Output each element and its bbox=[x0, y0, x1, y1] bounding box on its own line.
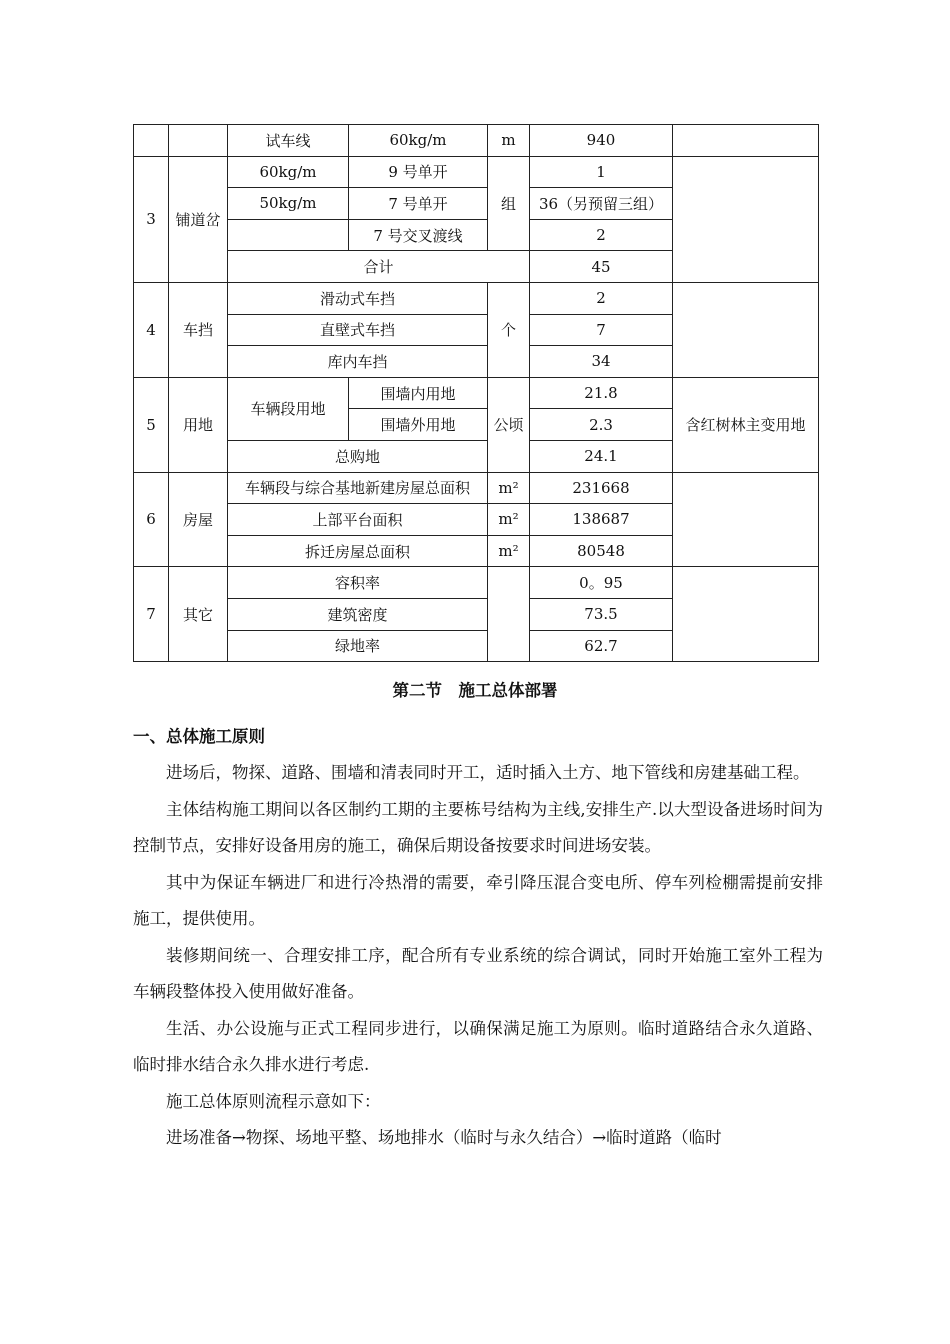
table-row bbox=[134, 125, 819, 157]
table-row bbox=[134, 377, 819, 409]
paragraph: 进场准备→物探、场地平整、场地排水（临时与永久结合）→临时道路（临时 bbox=[166, 1128, 722, 1147]
table-cell: 组 bbox=[488, 156, 530, 251]
table-cell: 公顷 bbox=[488, 377, 530, 472]
table-cell: 231668 bbox=[530, 472, 673, 504]
table-cell: 6 bbox=[134, 472, 169, 567]
table-cell: 9 号单开 bbox=[349, 156, 488, 188]
table-cell: 车挡 bbox=[169, 282, 228, 377]
table-cell: 2 bbox=[530, 219, 673, 251]
subsection-heading: 一、总体施工原则 bbox=[133, 727, 265, 746]
table-cell: 2.3 bbox=[530, 409, 673, 441]
table-cell: 940 bbox=[530, 125, 673, 157]
table-cell: 80548 bbox=[530, 535, 673, 567]
table-cell: 138687 bbox=[530, 504, 673, 536]
table-cell: 50kg/m bbox=[228, 188, 349, 220]
table-cell: 建筑密度 bbox=[228, 598, 488, 630]
table-cell: 总购地 bbox=[228, 440, 488, 472]
paragraph: 生活、办公设施与正式工程同步进行，以确保满足施工为原则。临时道路结合永久道路、临时排水结合永久排水进行考虑. bbox=[133, 1018, 823, 1074]
paragraph: 其中为保证车辆进厂和进行冷热滑的需要，牵引降压混合变电所、停车列检棚需提前安排施工，提供使用。 bbox=[133, 872, 823, 928]
table-cell: 4 bbox=[134, 282, 169, 377]
table-cell: 34 bbox=[530, 346, 673, 378]
table-cell: 60kg/m bbox=[228, 156, 349, 188]
table-cell: 车辆段与综合基地新建房屋总面积 bbox=[228, 472, 488, 504]
table-cell bbox=[134, 125, 169, 157]
section-title: 第二节 施工总体部署 bbox=[392, 681, 558, 700]
table-cell: 围墙外用地 bbox=[349, 409, 488, 441]
table-cell bbox=[673, 156, 819, 282]
table-cell: m² bbox=[488, 535, 530, 567]
table-cell: 含红树林主变用地 bbox=[673, 377, 819, 472]
table-cell bbox=[488, 567, 530, 662]
table-cell: 房屋 bbox=[169, 472, 228, 567]
table-cell: 滑动式车挡 bbox=[228, 282, 488, 314]
table-cell bbox=[169, 125, 228, 157]
paragraph: 施工总体原则流程示意如下： bbox=[166, 1091, 381, 1111]
table-cell: 个 bbox=[488, 282, 530, 377]
table-cell: m bbox=[488, 125, 530, 157]
table-cell: 7 bbox=[530, 314, 673, 346]
table-cell: 7 号单开 bbox=[349, 188, 488, 220]
table-cell: 用地 bbox=[169, 377, 228, 472]
table-row bbox=[134, 282, 819, 314]
table-cell: 60kg/m bbox=[349, 125, 488, 157]
table-cell: 试车线 bbox=[228, 125, 349, 157]
table-cell: 5 bbox=[134, 377, 169, 472]
table-row bbox=[134, 156, 819, 188]
spec-table bbox=[133, 124, 819, 662]
table-cell: 3 bbox=[134, 156, 169, 282]
table-cell: 容积率 bbox=[228, 567, 488, 599]
table-cell: 拆迁房屋总面积 bbox=[228, 535, 488, 567]
paragraph: 进场后，物探、道路、围墙和清表同时开工，适时插入土方、地下管线和房建基础工程。 bbox=[166, 763, 810, 782]
table-row bbox=[134, 567, 819, 599]
table-cell: 45 bbox=[530, 251, 673, 283]
table-cell: 24.1 bbox=[530, 440, 673, 472]
table-row bbox=[134, 472, 819, 504]
table-cell: 7 号交叉渡线 bbox=[349, 219, 488, 251]
table-cell bbox=[228, 219, 349, 251]
table-cell: 合计 bbox=[228, 251, 530, 283]
table-cell: 7 bbox=[134, 567, 169, 662]
body-text bbox=[133, 755, 823, 1157]
table-cell: 1 bbox=[530, 156, 673, 188]
table-cell: m² bbox=[488, 504, 530, 536]
table-cell bbox=[673, 567, 819, 662]
table-cell bbox=[673, 282, 819, 377]
table-cell bbox=[673, 125, 819, 157]
paragraph: 装修期间统一、合理安排工序，配合所有专业系统的综合调试，同时开始施工室外工程为车辆段整体投入使用做好准备。 bbox=[133, 945, 823, 1001]
table-cell: 绿地率 bbox=[228, 630, 488, 662]
paragraph: 主体结构施工期间以各区制约工期的主要栋号结构为主线,安排生产.以大型设备进场时间为控制节点，安排好设备用房的施工，确保后期设备按要求时间进场安装。 bbox=[133, 799, 823, 855]
table-cell: 36（另预留三组） bbox=[530, 188, 673, 220]
table-cell: 73.5 bbox=[530, 598, 673, 630]
table-cell: 库内车挡 bbox=[228, 346, 488, 378]
table-cell: 其它 bbox=[169, 567, 228, 662]
table-cell: 直壁式车挡 bbox=[228, 314, 488, 346]
table-cell: 上部平台面积 bbox=[228, 504, 488, 536]
table-cell: 车辆段用地 bbox=[228, 377, 349, 440]
table-cell: 0。95 bbox=[530, 567, 673, 599]
table-cell: m² bbox=[488, 472, 530, 504]
table-cell bbox=[673, 472, 819, 567]
table-cell: 2 bbox=[530, 282, 673, 314]
table-cell: 铺道岔 bbox=[169, 156, 228, 282]
table-cell: 62.7 bbox=[530, 630, 673, 662]
table-cell: 围墙内用地 bbox=[349, 377, 488, 409]
table-cell: 21.8 bbox=[530, 377, 673, 409]
